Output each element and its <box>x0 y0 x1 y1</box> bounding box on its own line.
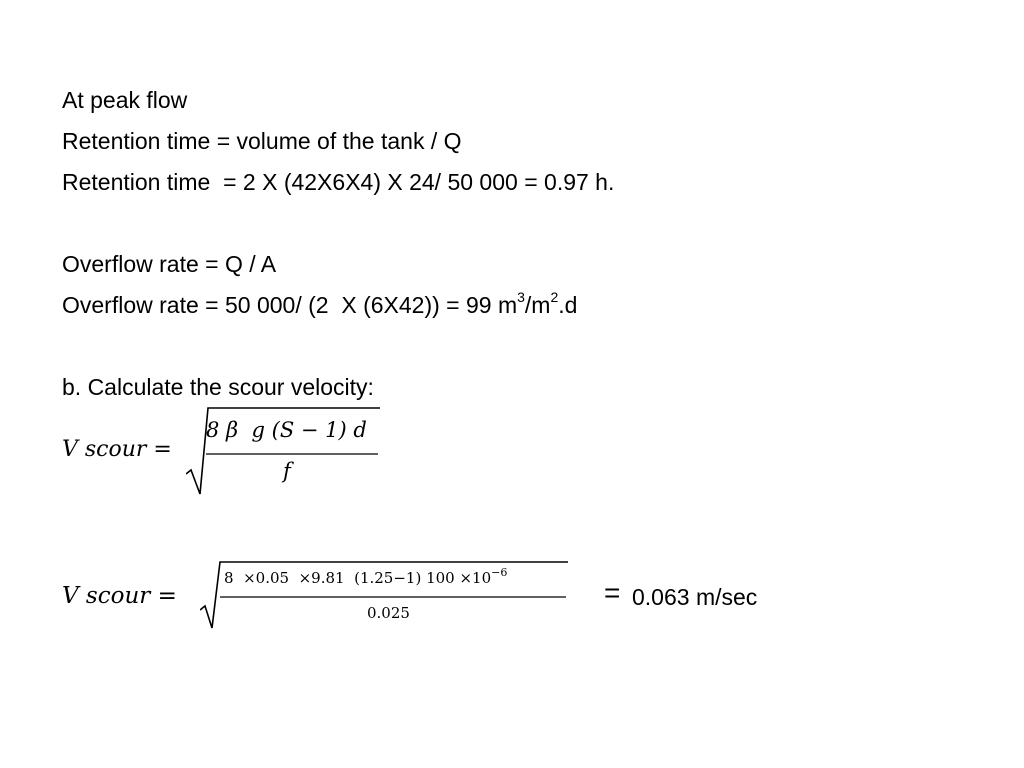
overflow-rate-calculation <box>62 291 577 319</box>
overflow-calc-exponent-1: 3 <box>517 289 525 306</box>
formula2-numerator-main: 8 ×0.05 ×9.81 (1.25−1) 100 ×10 <box>224 569 492 587</box>
formula2-numerator <box>224 568 507 588</box>
retention-time-formula: Retention time = volume of the tank / Q <box>62 128 462 154</box>
retention-time-calculation: Retention time = 2 X (42X6X4) X 24/ 50 000 = 0.97 h. <box>62 169 615 195</box>
overflow-calc-mid: /m <box>524 292 551 318</box>
peak-flow-heading: At peak flow <box>62 87 188 113</box>
formula2-denominator: 0.025 <box>367 604 410 622</box>
scour-velocity-heading: b. Calculate the scour velocity: <box>62 374 374 400</box>
overflow-calc-prefix: Overflow rate = 50 000/ (2 X (6X42)) = 99 m <box>62 292 518 318</box>
formula1-numerator: 8 β g (S − 1) d <box>206 418 367 442</box>
overflow-calc-suffix: .d <box>558 292 578 318</box>
formula2-equals-sign: = <box>604 577 621 608</box>
formula2-result: 0.063 m/sec <box>632 584 758 610</box>
formula1-denominator: f <box>283 459 291 483</box>
formula1-lhs: V scour = <box>62 437 172 462</box>
formula2-lhs: V scour = <box>62 583 177 609</box>
overflow-rate-formula: Overflow rate = Q / A <box>62 251 277 277</box>
overflow-calc-exponent-2: 2 <box>550 289 559 306</box>
formula2-numerator-exponent: −6 <box>491 566 508 579</box>
